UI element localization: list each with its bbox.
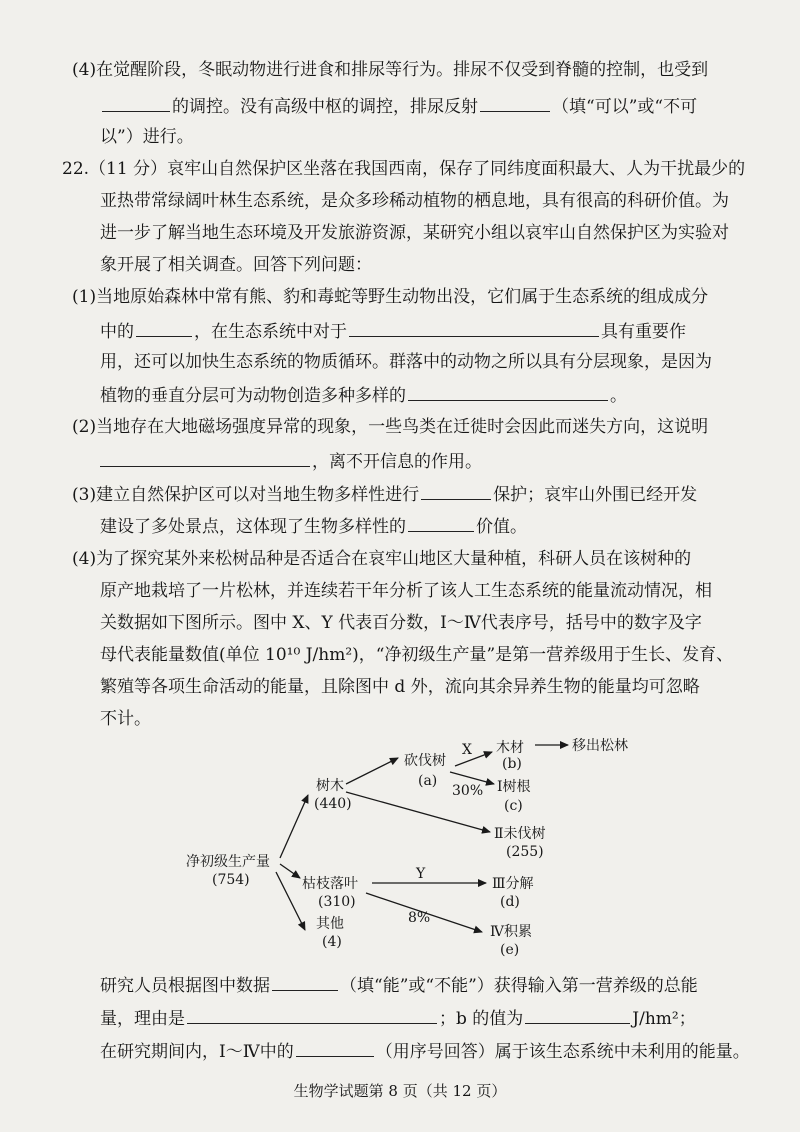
answer-blank-q22-4b[interactable]	[187, 1005, 437, 1024]
answer-blank-q22-4d[interactable]	[296, 1038, 374, 1057]
node-decomp-value: (d)	[500, 894, 520, 910]
q22-1-line4: 植物的垂直分层可为动物创造多种多样的 。	[100, 382, 627, 408]
node-litter-value: (310)	[318, 894, 356, 910]
node-decomp-label: Ⅲ分解	[492, 876, 534, 892]
label-y: Y	[416, 866, 426, 882]
node-timber-value: (b)	[502, 756, 522, 772]
q21-4-line1: (4)在觉醒阶段，冬眠动物进行进食和排尿等行为。排尿不仅受到脊髓的控制，也受到	[72, 60, 709, 80]
q22-intro-line2: 亚热带常绿阔叶林生态系统，是众多珍稀动植物的栖息地，具有很高的科研价值。为	[100, 191, 729, 211]
q21-4-line3: 以”）进行。	[100, 127, 194, 147]
q22-1-line2: 中的 ，在生态系统中对于 具有重要作	[100, 318, 686, 344]
q22-4-answer-line3: 在研究期间内，Ⅰ～Ⅳ中的 （用序号回答）属于该生态系统中未利用的能量。	[100, 1038, 750, 1064]
node-felled-value: (a)	[418, 773, 438, 789]
q22-4-line6: 不计。	[100, 709, 151, 729]
label-pct-accum: 8%	[408, 910, 431, 926]
q22-intro-line1: 22.（11 分）哀牢山自然保护区坐落在我国西南，保存了同纬度面积最大、人为干扰最少的	[62, 159, 746, 179]
q22-4-line4: 母代表能量数值(单位 10¹⁰ J/hm²)，“净初级生产量”是第一营养级用于生长、发育、	[100, 645, 734, 665]
node-npp-label: 净初级生产量	[186, 854, 270, 870]
q21-4-line2: 的调控。没有高级中枢的调控，排尿反射 （填“可以”或“不可	[100, 93, 697, 119]
node-root-value: (c)	[504, 798, 523, 814]
node-tree-value: (440)	[314, 796, 352, 812]
arrow-npp-to-litter	[280, 864, 300, 878]
q22-4-line3: 关数据如下图所示。图中 X、Y 代表百分数，Ⅰ～Ⅳ代表序号，括号中的数字及字	[100, 613, 702, 633]
q22-4-line5: 繁殖等各项生命活动的能量，且除图中 d 外，流向其余异养生物的能量均可忽略	[100, 677, 700, 697]
q22-3-line1: (3)建立自然保护区可以对当地生物多样性进行 保护；哀牢山外围已经开发	[72, 481, 697, 507]
node-export-label: 移出松林	[572, 738, 628, 754]
node-npp-value: (754)	[212, 872, 250, 888]
q22-intro-line4: 象开展了相关调查。回答下列问题：	[100, 255, 372, 275]
node-tree-label: 树木	[316, 778, 344, 794]
q22-2-line1: (2)当地存在大地磁场强度异常的现象，一些鸟类在迁徙时会因此而迷失方向，这说明	[72, 417, 709, 437]
node-felled-label: 砍伐树	[404, 753, 446, 769]
node-litter-label: 枯枝落叶	[302, 876, 358, 892]
q22-1-line3: 用，还可以加快生态系统的物质循环。群落中的动物之所以具有分层现象，是因为	[100, 352, 712, 372]
q22-3-line2: 建设了多处景点，这体现了生物多样性的 价值。	[100, 513, 527, 539]
node-unfelled-value: (255)	[506, 844, 544, 860]
q22-1-line1: (1)当地原始森林中常有熊、豹和毒蛇等野生动物出没，它们属于生态系统的组成成分	[72, 287, 709, 307]
node-timber-label: 木材	[496, 740, 524, 756]
q22-4-answer-line1: 研究人员根据图中数据 （填“能”或“不能”）获得输入第一营养级的总能	[100, 972, 698, 998]
node-other-value: (4)	[322, 934, 342, 950]
arrow-tree-to-felled	[346, 758, 398, 784]
arrow-npp-to-other	[276, 872, 305, 930]
q22-4-line2: 原产地栽培了一片松林，并连续若干年分析了该人工生态系统的能量流动情况，相	[100, 581, 712, 601]
arrow-felled-to-timber	[455, 752, 492, 766]
page-footer: 生物学试题第 8 页（共 12 页）	[293, 1082, 507, 1100]
q22-4-line1: (4)为了探究某外来松树品种是否适合在哀牢山地区大量种植，科研人员在该树种的	[72, 549, 692, 569]
label-x: X	[462, 742, 472, 758]
node-other-label: 其他	[316, 916, 344, 932]
q22-4-answer-line2: 量，理由是 ；b 的值为 J/hm²；	[100, 1005, 696, 1031]
label-pct-root: 30%	[452, 783, 484, 799]
answer-blank-q22-4c[interactable]	[525, 1005, 630, 1024]
node-root-label: Ⅰ树根	[497, 779, 531, 795]
answer-blank-q22-4a[interactable]	[272, 972, 338, 991]
node-accum-label: Ⅳ积累	[490, 924, 532, 940]
node-unfelled-label: Ⅱ未伐树	[494, 826, 546, 842]
q22-2-line2: ，离不开信息的作用。	[100, 448, 482, 474]
arrow-npp-to-tree	[280, 795, 308, 858]
node-accum-value: (e)	[500, 942, 520, 958]
q22-intro-line3: 进一步了解当地生态环境及开发旅游资源，某研究小组以哀牢山自然保护区为实验对	[100, 223, 729, 243]
